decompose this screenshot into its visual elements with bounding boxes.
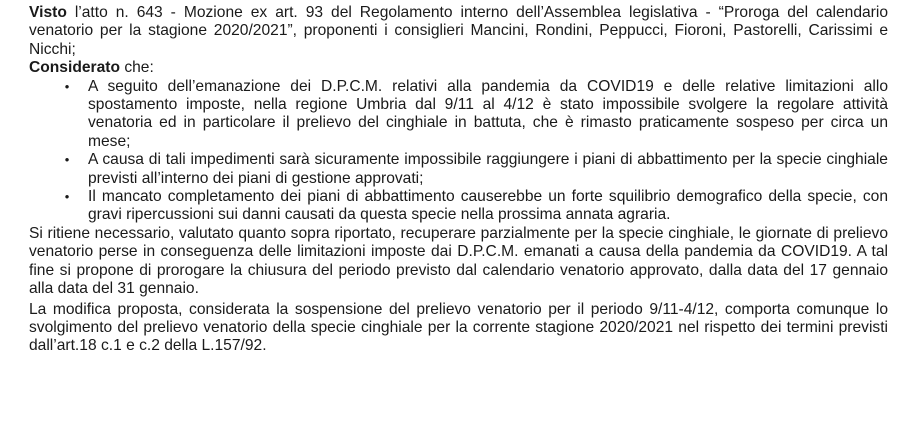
- bullet-icon: •: [64, 78, 70, 94]
- bullet-icon: •: [64, 189, 70, 205]
- list-item: [29, 151, 888, 188]
- modification-paragraph: La modifica proposta, considerata la sospensione del prelievo venatorio per il periodo 9/11-4/12, comporta comunque lo svolgimento del prelievo venatorio della specie cinghiale per la corrente stagione 2020/2021 nel rispetto dei termini previsti dall’art.18 c.1 e c.2 della L.157/92.: [29, 300, 888, 355]
- considerato-label: Considerato: [29, 59, 120, 77]
- list-item: [29, 188, 888, 225]
- bullet-text: A causa di tali impedimenti sarà sicuramente impossibile raggiungere i piani di abbattimento per la specie cinghiale previsti all’interno dei piani di gestione approvati;: [88, 151, 888, 187]
- necessity-paragraph: Si ritiene necessario, valutato quanto sopra riportato, recuperare parzialmente per la specie cinghiale, le giornate di prelievo venatorio perse in conseguenza delle limitazioni imposte dai D.P.C.M. emanati a causa della pandemia da COVID19. A tal fine si propone di prorogare la chiusura del periodo previsto dal calendario venatorio approvato, dalla data del 17 gennaio alla data del 31 gennaio.: [29, 224, 888, 298]
- visto-label: Visto: [29, 4, 67, 21]
- bullet-text: A seguito dell’emanazione dei D.P.C.M. relativi alla pandemia da COVID19 e delle relative limitazioni allo spostamento imposte, nella regione Umbria dal 9/11 al 4/12 è stato impossibile svolgere la regolare attività venatoria ed in particolare il prelievo del cinghiale in battuta, che è rimasto praticamente sospeso per circa un mese;: [88, 77, 888, 150]
- bullet-text: Il mancato completamento dei piani di abbattimento causerebbe un forte squilibrio demografico della specie, con gravi ripercussioni sui danni causati da questa specie nella prossima annata agraria.: [88, 188, 888, 224]
- list-item: [29, 78, 888, 152]
- considerato-paragraph: [29, 59, 888, 77]
- visto-paragraph: [29, 4, 888, 59]
- considerato-text: che:: [119, 59, 154, 77]
- bullet-icon: •: [64, 152, 70, 168]
- considerato-bullet-list: [29, 78, 888, 225]
- visto-text: l’atto n. 643 - Mozione ex art. 93 del Regolamento interno dell’Assemblea legislativa - “Proroga del calendario venatorio per la stagione 2020/2021”, proponenti i consiglieri Mancini, Rondini, Peppucci, Fioroni, Pastorelli, Carissimi e Nicchi;: [29, 4, 888, 58]
